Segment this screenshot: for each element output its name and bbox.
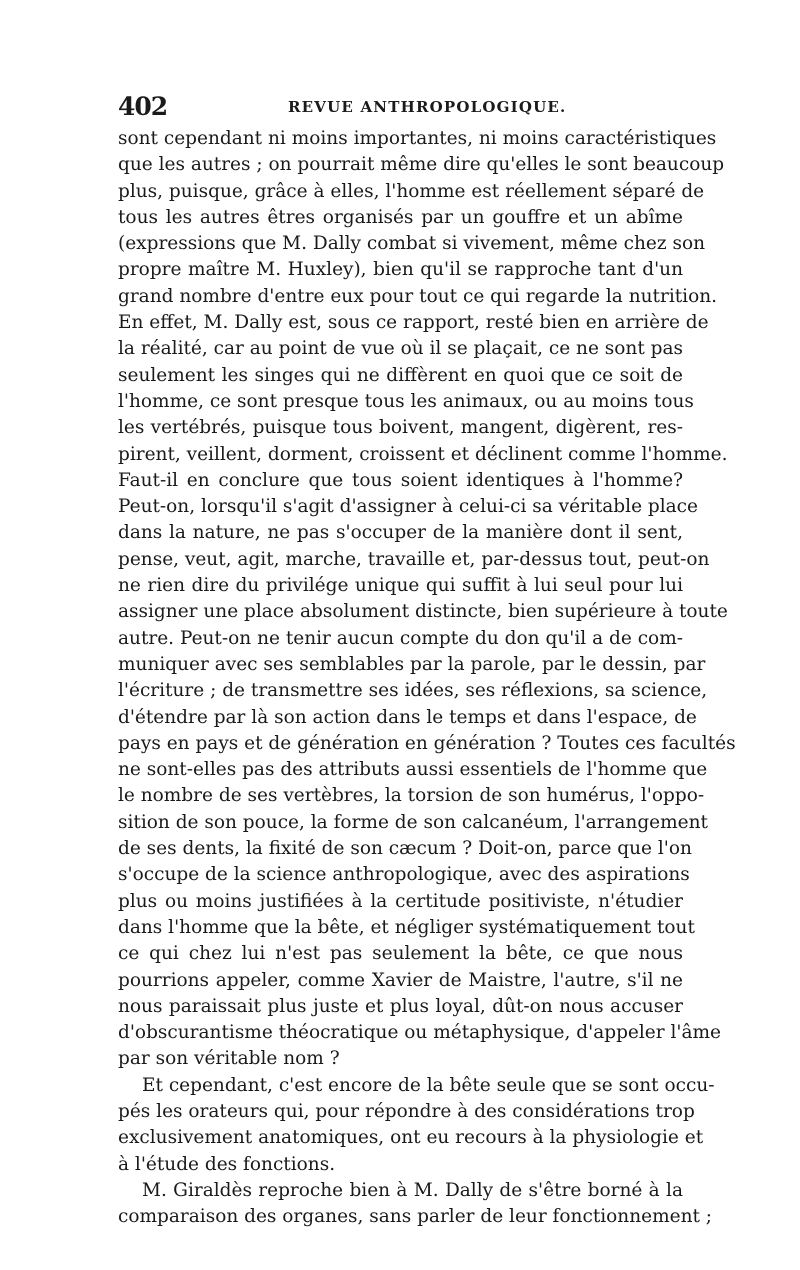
- text-line: pés les orateurs qui, pour répondre à des considérations trop: [118, 1100, 695, 1122]
- text-line: comparaison des organes, sans parler de leur fonctionnement ;: [118, 1206, 713, 1228]
- text-line: sition de son pouce, la forme de son calcanéum, l'arrangement: [118, 811, 708, 833]
- text-line: autre. Peut-on ne tenir aucun compte du don qu'il a de com-: [118, 627, 683, 649]
- text-line: pays en pays et de génération en génération ? Toutes ces facultés: [118, 732, 736, 754]
- page-header: [118, 92, 683, 120]
- text-line: ne rien dire du privilége unique qui suffit à lui seul pour lui: [118, 575, 683, 597]
- text-line: dans la nature, ne pas s'occuper de la manière dont il sent,: [118, 522, 683, 544]
- text-line: plus ou moins justifiées à la certitude positiviste, n'étudier: [118, 890, 683, 912]
- page-number: 402: [118, 92, 168, 121]
- text-line: muniquer avec ses semblables par la parole, par le dessin, par: [118, 653, 706, 675]
- text-line: (expressions que M. Dally combat si vivement, même chez son: [118, 233, 706, 255]
- text-line: En effet, M. Dally est, sous ce rapport, resté bien en arrière de: [118, 312, 709, 334]
- text-line: pourrions appeler, comme Xavier de Maistre, l'autre, s'il ne: [118, 969, 683, 991]
- text-line: exclusivement anatomiques, ont eu recours à la physiologie et: [118, 1127, 704, 1149]
- text-line: le nombre de ses vertèbres, la torsion de son humérus, l'oppo-: [118, 785, 705, 807]
- text-line: la réalité, car au point de vue où il se plaçait, ce ne sont pas: [118, 338, 683, 360]
- text-line: pense, veut, agit, marche, travaille et, par-dessus tout, peut-on: [118, 548, 710, 570]
- text-line: l'homme, ce sont presque tous les animaux, ou au moins tous: [118, 390, 694, 412]
- text-line: d'étendre par là son action dans le temps et dans l'espace, de: [118, 706, 697, 728]
- paragraph-start-line: M. Giraldès reproche bien à M. Dally de s'être borné à la: [142, 1179, 683, 1201]
- text-line: s'occupe de la science anthropologique, avec des aspirations: [118, 864, 690, 886]
- text-line: pirent, veillent, dorment, croissent et déclinent comme l'homme.: [118, 443, 728, 465]
- text-line: sont cependant ni moins importantes, ni moins caractéristiques: [118, 128, 717, 149]
- text-line: Faut-il en conclure que tous soient identiques à l'homme?: [118, 469, 683, 491]
- running-title: REVUE ANTHROPOLOGIQUE.: [288, 98, 567, 116]
- text-line: les vertébrés, puisque tous boivent, mangent, digèrent, res-: [118, 417, 683, 439]
- text-line: que les autres ; on pourrait même dire qu'elles le sont beaucoup: [118, 154, 725, 176]
- text-line: plus, puisque, grâce à elles, l'homme est réellement séparé de: [118, 180, 705, 202]
- text-line: grand nombre d'entre eux pour tout ce qui regarde la nutrition.: [118, 285, 718, 307]
- body-text: [118, 126, 736, 1230]
- paragraph-end-line: à l'étude des fonctions.: [118, 1153, 336, 1175]
- text-line: de ses dents, la fixité de son cæcum ? Doit-on, parce que l'on: [118, 838, 692, 860]
- text-line: l'écriture ; de transmettre ses idées, ses réflexions, sa science,: [118, 680, 708, 702]
- paragraph-end-line: par son véritable nom ?: [118, 1048, 340, 1070]
- text-line: tous les autres êtres organisés par un gouffre et un abîme: [118, 206, 683, 228]
- text-line: Peut-on, lorsqu'il s'agit d'assigner à celui-ci sa véritable place: [118, 496, 698, 518]
- text-line: dans l'homme que la bête, et négliger systématiquement tout: [118, 916, 695, 938]
- text-line: ce qui chez lui n'est pas seulement la bête, ce que nous: [118, 943, 683, 965]
- text-line: nous paraissait plus juste et plus loyal, dût-on nous accuser: [118, 995, 683, 1017]
- text-line: propre maître M. Huxley), bien qu'il se rapproche tant d'un: [118, 259, 683, 281]
- text-line: seulement les singes qui ne diffèrent en quoi que ce soit de: [118, 364, 683, 386]
- paragraph-start-line: Et cependant, c'est encore de la bête seule que se sont occu-: [142, 1074, 715, 1096]
- text-line: ne sont-elles pas des attributs aussi essentiels de l'homme que: [118, 759, 708, 781]
- text-line: assigner une place absolument distincte, bien supérieure à toute: [118, 601, 728, 623]
- text-line: d'obscurantisme théocratique ou métaphysique, d'appeler l'âme: [118, 1022, 721, 1044]
